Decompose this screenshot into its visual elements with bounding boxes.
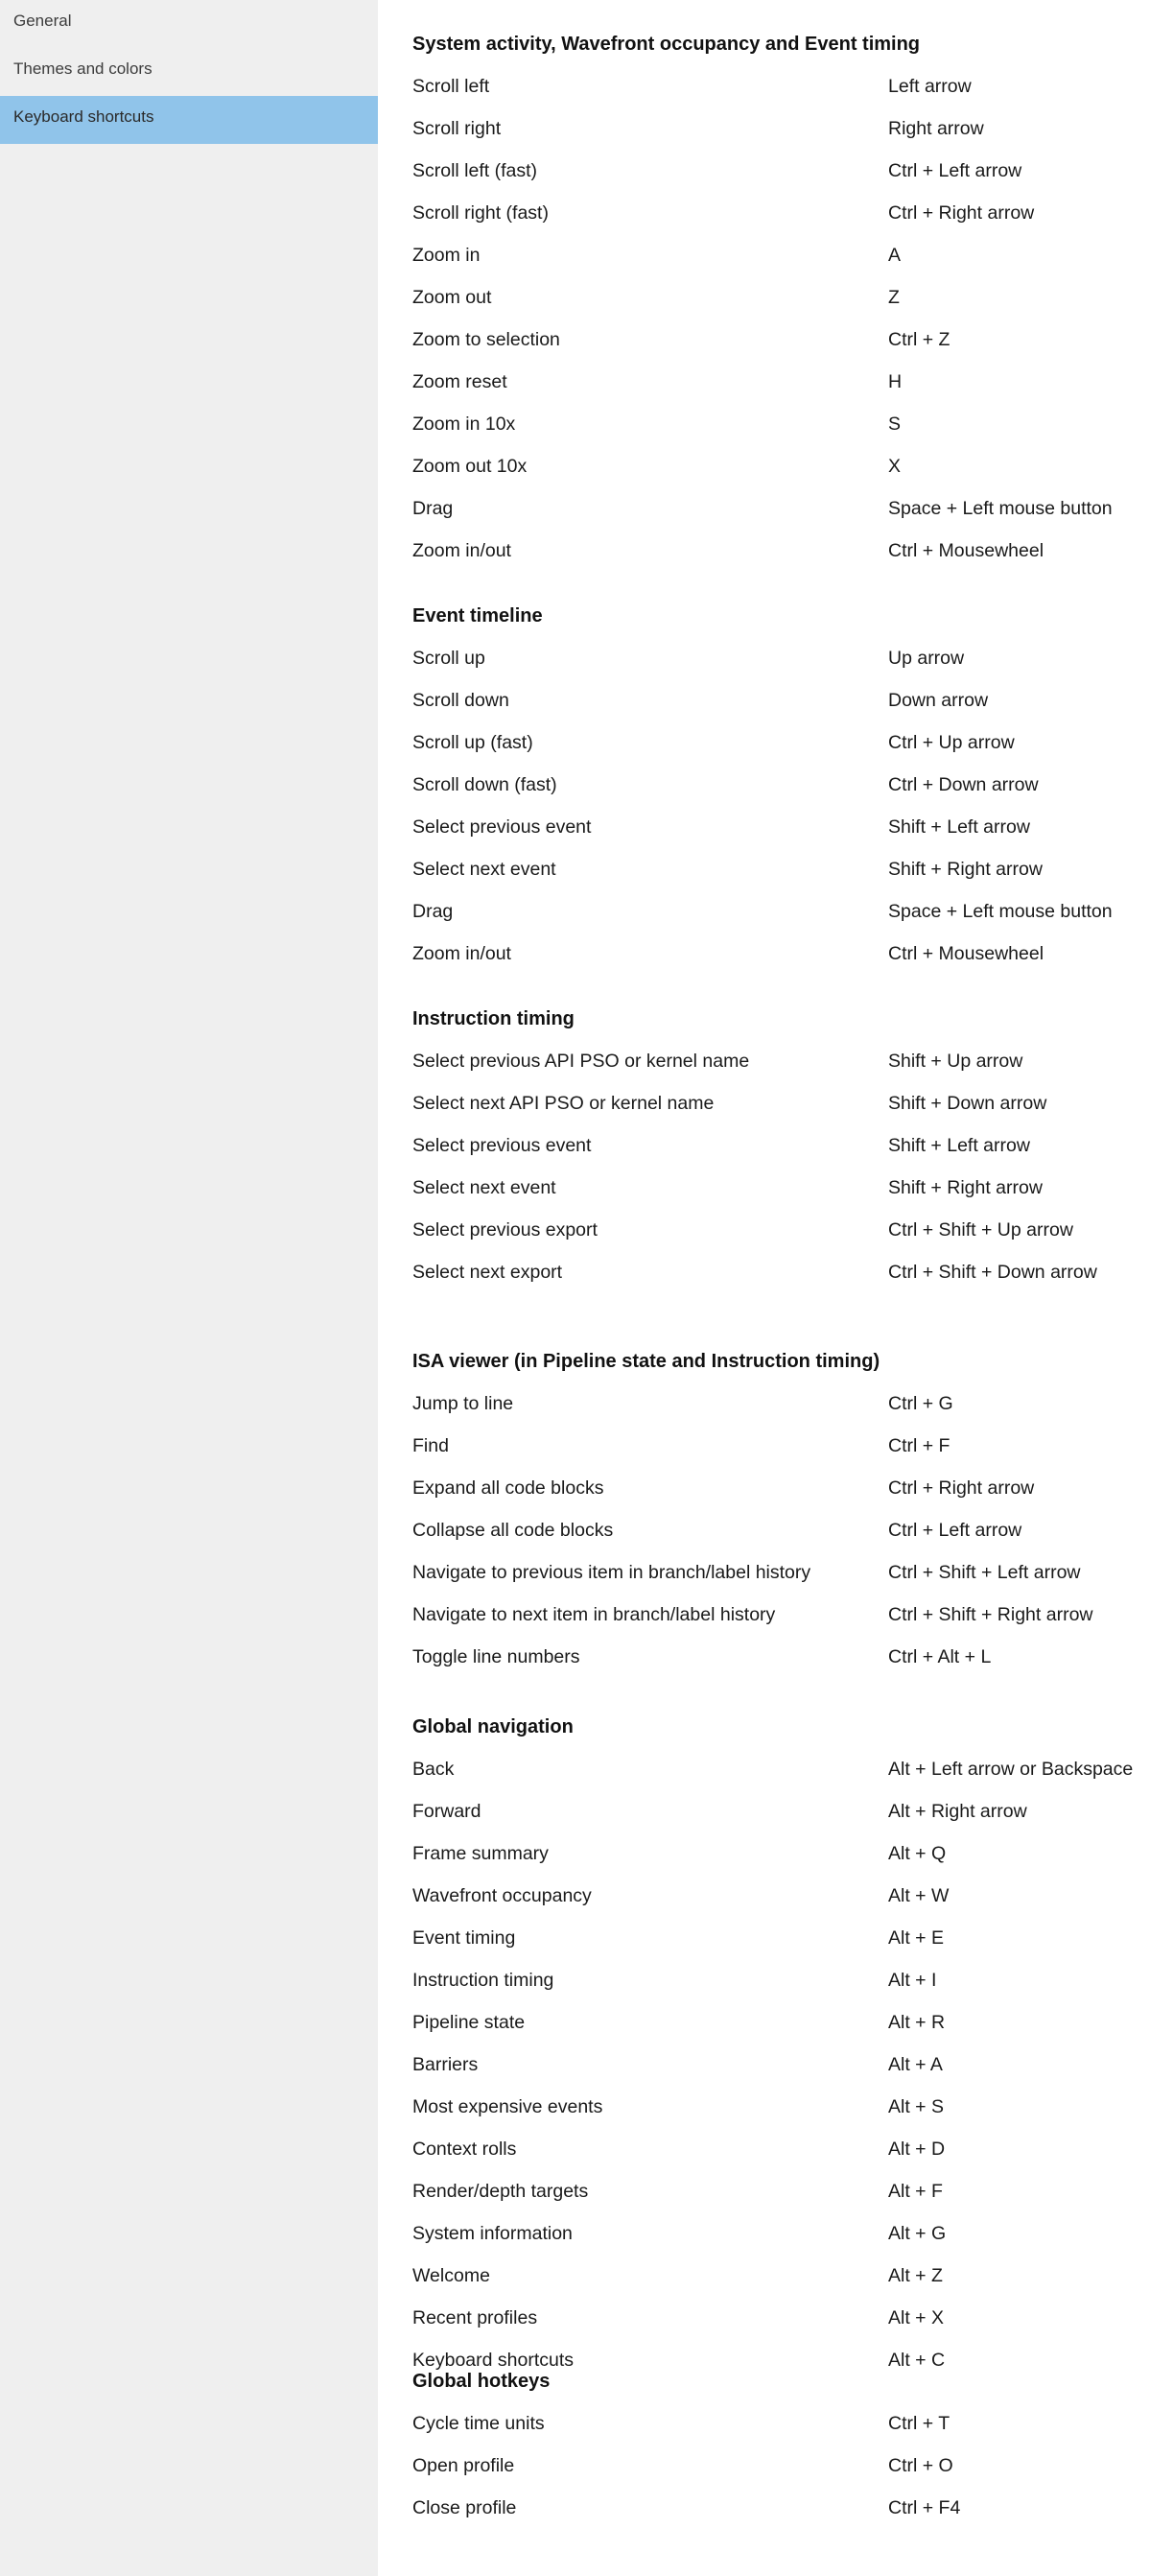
shortcut-keys: Ctrl + Mousewheel: [888, 943, 1044, 964]
shortcut-row: [412, 2086, 1150, 2128]
shortcut-action: Jump to line: [412, 1393, 514, 1414]
shortcut-row: [412, 848, 1150, 890]
shortcut-action: Select next API PSO or kernel name: [412, 1093, 715, 1114]
section-title: ISA viewer (in Pipeline state and Instruction timing): [412, 1351, 880, 1372]
shortcut-keys: X: [888, 456, 902, 477]
section-event-timeline: [412, 595, 1150, 975]
shortcut-row: [412, 445, 1150, 487]
section-global-navigation: [412, 1706, 1150, 2381]
shortcut-action: Expand all code blocks: [412, 1477, 604, 1499]
shortcut-row: [412, 890, 1150, 933]
shortcut-keys: Alt + E: [888, 1927, 944, 1949]
shortcut-action: Zoom in: [412, 245, 481, 266]
shortcut-row: [412, 2297, 1150, 2339]
shortcut-row: [412, 1251, 1150, 1293]
shortcut-row: [412, 530, 1150, 572]
shortcut-keys: S: [888, 414, 902, 435]
shortcut-keys: Ctrl + Shift + Up arrow: [888, 1219, 1073, 1241]
section-title: Global hotkeys: [412, 2371, 551, 2392]
shortcut-keys: Ctrl + Shift + Left arrow: [888, 1562, 1081, 1583]
shortcut-action: Navigate to next item in branch/label history: [412, 1604, 776, 1625]
shortcut-keys: Alt + S: [888, 2096, 944, 2117]
shortcut-row: [412, 2255, 1150, 2297]
shortcut-row: [412, 721, 1150, 764]
shortcut-keys: Ctrl + Down arrow: [888, 774, 1039, 795]
shortcut-action: Select next export: [412, 1262, 563, 1283]
shortcut-keys: H: [888, 371, 903, 392]
shortcut-row: [412, 637, 1150, 679]
shortcut-keys: Shift + Right arrow: [888, 859, 1043, 880]
sidebar-item-general[interactable]: General: [13, 12, 72, 30]
shortcut-keys: Ctrl + F: [888, 1435, 951, 1456]
shortcut-row: [412, 2445, 1150, 2487]
shortcut-action: Zoom out 10x: [412, 456, 528, 477]
shortcut-action: Wavefront occupancy: [412, 1885, 592, 1906]
shortcut-action: Forward: [412, 1801, 481, 1822]
settings-sidebar: [0, 0, 378, 2576]
shortcut-row: [412, 1551, 1150, 1594]
section-system-activity: [412, 23, 1150, 572]
shortcut-action: Navigate to previous item in branch/label history: [412, 1562, 811, 1583]
shortcut-row: [412, 1209, 1150, 1251]
shortcut-keys: Ctrl + Shift + Right arrow: [888, 1604, 1093, 1625]
shortcut-row: [412, 1917, 1150, 1959]
sidebar-item-keyboard-shortcuts[interactable]: Keyboard shortcuts: [0, 96, 378, 144]
shortcut-action: Drag: [412, 498, 454, 519]
shortcut-action: Select next event: [412, 1177, 556, 1198]
shortcut-row: [412, 487, 1150, 530]
shortcut-action: Zoom in 10x: [412, 414, 516, 435]
shortcut-action: Render/depth targets: [412, 2181, 589, 2202]
shortcut-action: Zoom out: [412, 287, 492, 308]
section-title: System activity, Wavefront occupancy and Event timing: [412, 34, 921, 55]
shortcut-action: Cycle time units: [412, 2413, 545, 2434]
shortcut-action: Select previous event: [412, 1135, 592, 1156]
shortcut-row: [412, 1124, 1150, 1167]
shortcut-keys: Ctrl + Mousewheel: [888, 540, 1044, 561]
shortcut-row: [412, 2128, 1150, 2170]
shortcut-action: Select previous export: [412, 1219, 598, 1241]
shortcut-action: Most expensive events: [412, 2096, 603, 2117]
shortcut-row: [412, 1748, 1150, 1790]
shortcut-action: Instruction timing: [412, 1970, 554, 1991]
shortcuts-panel: [378, 0, 1150, 2576]
section-title: Global navigation: [412, 1716, 574, 1737]
shortcut-row: [412, 1425, 1150, 1467]
shortcut-action: Context rolls: [412, 2139, 517, 2160]
shortcut-row: [412, 319, 1150, 361]
shortcut-action: Select previous API PSO or kernel name: [412, 1051, 750, 1072]
section-global-hotkeys: [412, 2360, 1150, 2529]
shortcut-action: Scroll left: [412, 76, 490, 97]
shortcut-action: Scroll right (fast): [412, 202, 549, 224]
shortcut-keys: Shift + Left arrow: [888, 816, 1030, 838]
shortcut-row: [412, 806, 1150, 848]
shortcut-row: [412, 1040, 1150, 1082]
shortcut-keys: Alt + F: [888, 2181, 943, 2202]
shortcut-row: [412, 403, 1150, 445]
shortcut-action: Scroll up: [412, 648, 485, 669]
shortcut-row: [412, 65, 1150, 107]
shortcut-keys: Ctrl + Up arrow: [888, 732, 1015, 753]
shortcut-row: [412, 1636, 1150, 1678]
shortcut-row: [412, 2170, 1150, 2212]
shortcut-keys: Alt + Right arrow: [888, 1801, 1027, 1822]
shortcut-action: Scroll right: [412, 118, 502, 139]
shortcut-action: Zoom in/out: [412, 540, 511, 561]
shortcut-row: [412, 1832, 1150, 1875]
shortcut-keys: Left arrow: [888, 76, 972, 97]
shortcut-action: Zoom reset: [412, 371, 507, 392]
shortcut-row: [412, 1875, 1150, 1917]
shortcut-action: Keyboard shortcuts: [412, 2350, 575, 2371]
shortcut-row: [412, 933, 1150, 975]
shortcut-action: Toggle line numbers: [412, 1646, 580, 1667]
shortcut-row: [412, 1594, 1150, 1636]
shortcut-action: Recent profiles: [412, 2307, 538, 2328]
shortcut-keys: Ctrl + Right arrow: [888, 1477, 1035, 1499]
shortcut-row: [412, 107, 1150, 150]
shortcut-row: [412, 1167, 1150, 1209]
shortcut-row: [412, 361, 1150, 403]
shortcut-keys: A: [888, 245, 902, 266]
shortcut-row: [412, 2402, 1150, 2445]
shortcut-action: Zoom in/out: [412, 943, 511, 964]
shortcut-row: [412, 192, 1150, 234]
shortcut-row: [412, 1467, 1150, 1509]
shortcut-keys: Shift + Left arrow: [888, 1135, 1030, 1156]
shortcut-row: [412, 1790, 1150, 1832]
shortcut-keys: Ctrl + O: [888, 2455, 953, 2476]
shortcut-row: [412, 1959, 1150, 2001]
shortcut-keys: Alt + W: [888, 1885, 950, 1906]
shortcut-action: Pipeline state: [412, 2012, 526, 2033]
shortcut-keys: Alt + Q: [888, 1843, 947, 1864]
shortcut-action: Close profile: [412, 2497, 517, 2518]
shortcut-keys: Space + Left mouse button: [888, 901, 1113, 922]
shortcut-keys: Alt + A: [888, 2054, 943, 2075]
section-instruction-timing: [412, 998, 1150, 1293]
shortcut-keys: Ctrl + Z: [888, 329, 951, 350]
shortcut-action: Back: [412, 1759, 455, 1780]
shortcut-keys: Ctrl + T: [888, 2413, 951, 2434]
shortcut-action: Drag: [412, 901, 454, 922]
shortcut-keys: Ctrl + Right arrow: [888, 202, 1035, 224]
shortcut-keys: Ctrl + G: [888, 1393, 953, 1414]
shortcut-action: Open profile: [412, 2455, 515, 2476]
shortcut-row: [412, 2044, 1150, 2086]
shortcut-row: [412, 2212, 1150, 2255]
shortcut-action: Scroll down: [412, 690, 509, 711]
shortcut-keys: Alt + G: [888, 2223, 947, 2244]
shortcut-keys: Alt + R: [888, 2012, 946, 2033]
shortcut-keys: Shift + Right arrow: [888, 1177, 1043, 1198]
shortcut-row: [412, 2487, 1150, 2529]
shortcut-row: [412, 1082, 1150, 1124]
shortcut-keys: Alt + D: [888, 2139, 946, 2160]
shortcut-action: Event timing: [412, 1927, 516, 1949]
shortcut-row: [412, 764, 1150, 806]
shortcut-row: [412, 150, 1150, 192]
shortcut-action: Select next event: [412, 859, 556, 880]
shortcut-keys: Ctrl + Left arrow: [888, 1520, 1022, 1541]
shortcut-keys: Ctrl + Alt + L: [888, 1646, 992, 1667]
shortcut-keys: Ctrl + Left arrow: [888, 160, 1022, 181]
shortcut-row: [412, 679, 1150, 721]
shortcut-keys: Alt + I: [888, 1970, 937, 1991]
shortcut-keys: Shift + Down arrow: [888, 1093, 1047, 1114]
shortcut-keys: Ctrl + Shift + Down arrow: [888, 1262, 1097, 1283]
shortcut-keys: Shift + Up arrow: [888, 1051, 1023, 1072]
shortcut-action: Scroll left (fast): [412, 160, 538, 181]
shortcut-action: Welcome: [412, 2265, 490, 2286]
section-title: Instruction timing: [412, 1008, 575, 1029]
shortcut-keys: Ctrl + F4: [888, 2497, 961, 2518]
shortcut-action: Scroll down (fast): [412, 774, 557, 795]
shortcut-action: Find: [412, 1435, 449, 1456]
section-isa-viewer: [412, 1340, 1150, 1678]
shortcut-keys: Z: [888, 287, 900, 308]
shortcut-keys: Down arrow: [888, 690, 989, 711]
shortcut-action: Select previous event: [412, 816, 592, 838]
shortcut-keys: Alt + C: [888, 2350, 946, 2371]
shortcut-row: [412, 234, 1150, 276]
shortcut-action: System information: [412, 2223, 573, 2244]
shortcut-action: Scroll up (fast): [412, 732, 533, 753]
shortcut-keys: Alt + X: [888, 2307, 944, 2328]
shortcut-row: [412, 1509, 1150, 1551]
shortcut-action: Barriers: [412, 2054, 479, 2075]
shortcut-keys: Space + Left mouse button: [888, 498, 1113, 519]
shortcut-keys: Alt + Z: [888, 2265, 943, 2286]
shortcut-row: [412, 276, 1150, 319]
shortcut-action: Collapse all code blocks: [412, 1520, 614, 1541]
shortcut-keys: Alt + Left arrow or Backspace: [888, 1759, 1134, 1780]
shortcut-row: [412, 2001, 1150, 2044]
shortcut-keys: Right arrow: [888, 118, 984, 139]
shortcut-action: Frame summary: [412, 1843, 549, 1864]
sidebar-item-themes-and-colors[interactable]: Themes and colors: [13, 59, 153, 78]
section-title: Event timeline: [412, 605, 543, 626]
shortcut-action: Zoom to selection: [412, 329, 560, 350]
shortcut-keys: Up arrow: [888, 648, 965, 669]
shortcut-row: [412, 1383, 1150, 1425]
